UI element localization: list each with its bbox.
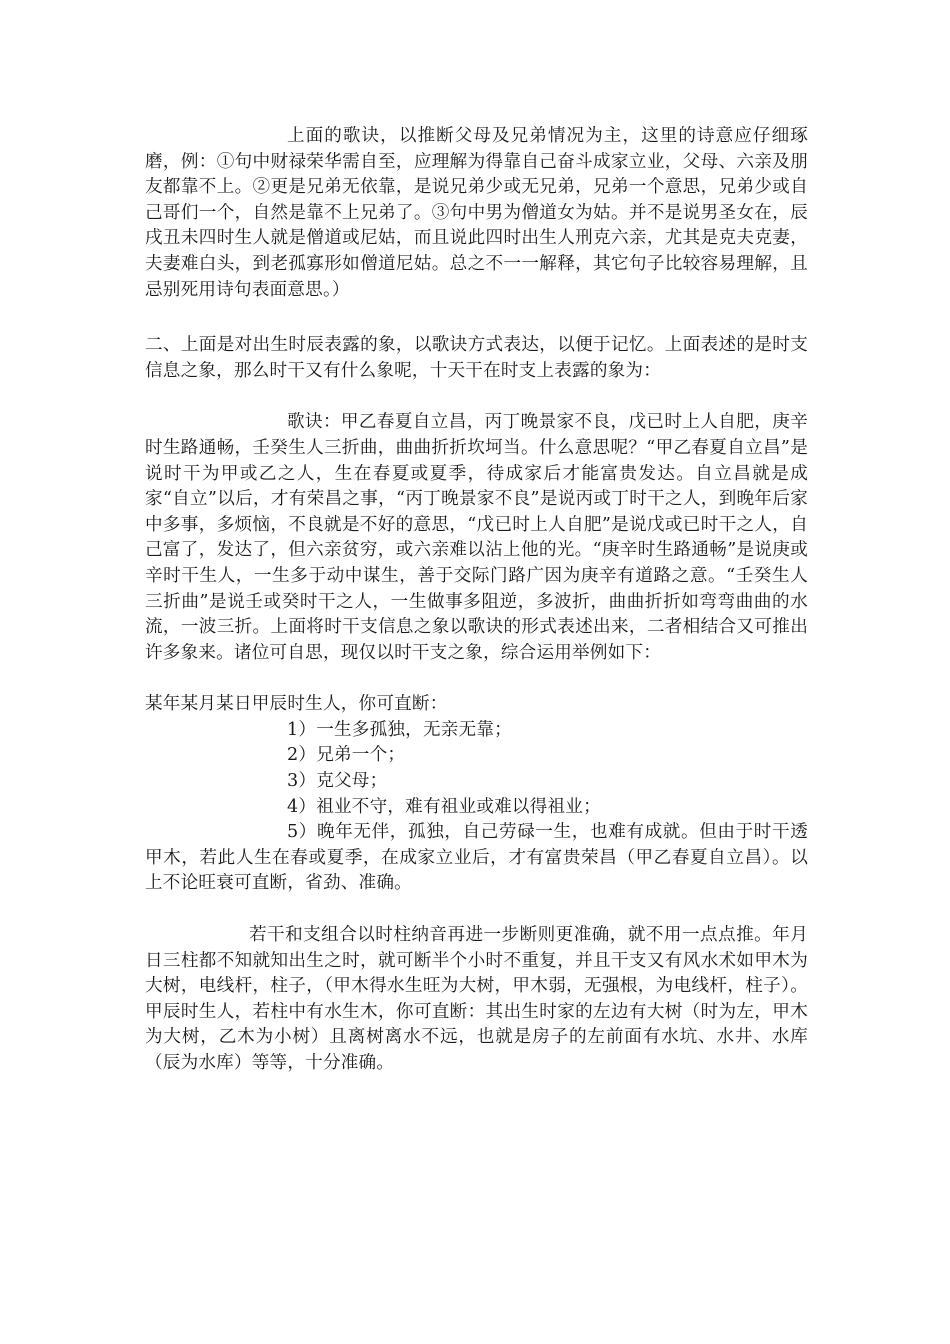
paragraph-section-two: 二、上面是对出生时辰表露的象，以歌诀方式表达，以便于记忆。上面表述的是时支信息之象，那么时干又有什么象呢，十天干在时支上表露的象为： [145, 335, 808, 381]
judgment-list [145, 718, 808, 897]
paragraph-closing: 若干和支组合以时柱纳音再进一步断则更准确，就不用一点点推。年月日三柱都不知就知出生之时，就可断半个小时不重复，并且干支又有风水术如甲木为大树，电线杆，柱子，（甲木得水生旺为大树，甲木弱，无强根，为电线杆，柱子）。甲辰时生人，若柱中有水生木，你可直断：其出生时家的左边有大树（时为左，甲木为大树，乙木为小树）且离树离水不远，也就是房子的左前面有水坑、水井、水库（辰为水库）等等，十分准确。 [145, 925, 808, 1073]
paragraph-verse-explanation: 上面的歌诀，以推断父母及兄弟情况为主，这里的诗意应仔细琢磨，例：①句中财禄荣华需自至，应理解为得靠自己奋斗成家立业，父母、六亲及朋友都靠不上。②更是兄弟无依靠，是说兄弟少或无兄弟，兄弟一个意思，兄弟少或自己哥们一个，自然是靠不上兄弟了。③句中男为僧道女为姑。并不是说男圣女在，辰戌丑未四时生人就是僧道或尼姑，而且说此四时出生人刑克六亲，尤其是克夫克妻，夫妻难白头，到老孤寡形如僧道尼姑。总之不一一解释，其它句子比较容易理解，且忌别死用诗句表面意思。） [145, 126, 808, 300]
list-item: 5）晚年无伴，孤独，自己劳碌一生，也难有成就。但由于时干透甲木，若此人生在春或夏季，在成家立业后，才有富贵荣昌（甲乙春夏自立昌）。以上不论旺衰可直断，省劲、准确。 [145, 822, 808, 894]
paragraph-verse-stems: 歌诀：甲乙春夏自立昌，丙丁晚景家不良，戊已时上人自肥，庚辛时生路通畅，壬癸生人三折曲，曲曲折折坎坷当。什么意思呢？“甲乙春夏自立昌”是说时干为甲或乙之人，生在春夏或夏季，待成家后才能富贵发达。自立昌就是成家“自立”以后，才有荣昌之事，“丙丁晚景家不良”是说丙或丁时干之人，到晚年后家中多事，多烦恼，不良就是不好的意思，“戊已时上人自肥”是说戊或已时干之人，自己富了，发达了，但六亲贫穷，或六亲难以沾上他的光。“庚辛时生路通畅”是说庚或辛时干生人，一生多于动中谋生，善于交际门路广因为庚辛有道路之意。“壬癸生人三折曲”是说壬或癸时干之人，一生做事多阻逆，多波折，曲曲折折如弯弯曲曲的水流，一波三折。上面将时干支信息之象以歌诀的形式表述出来，二者相结合又可推出许多象来。诸位可自思，现仅以时干支之象，综合运用举例如下： [145, 412, 808, 663]
document-page [145, 124, 808, 1077]
list-item: 4）祖业不守，难有祖业或难以得祖业； [287, 796, 601, 817]
list-item: 1）一生多孤独，无亲无靠； [287, 719, 512, 740]
list-item: 2）兄弟一个； [287, 745, 406, 766]
paragraph-example-intro: 某年某月某日甲辰时生人，你可直断： [145, 694, 448, 715]
list-item: 3）克父母； [287, 771, 388, 792]
